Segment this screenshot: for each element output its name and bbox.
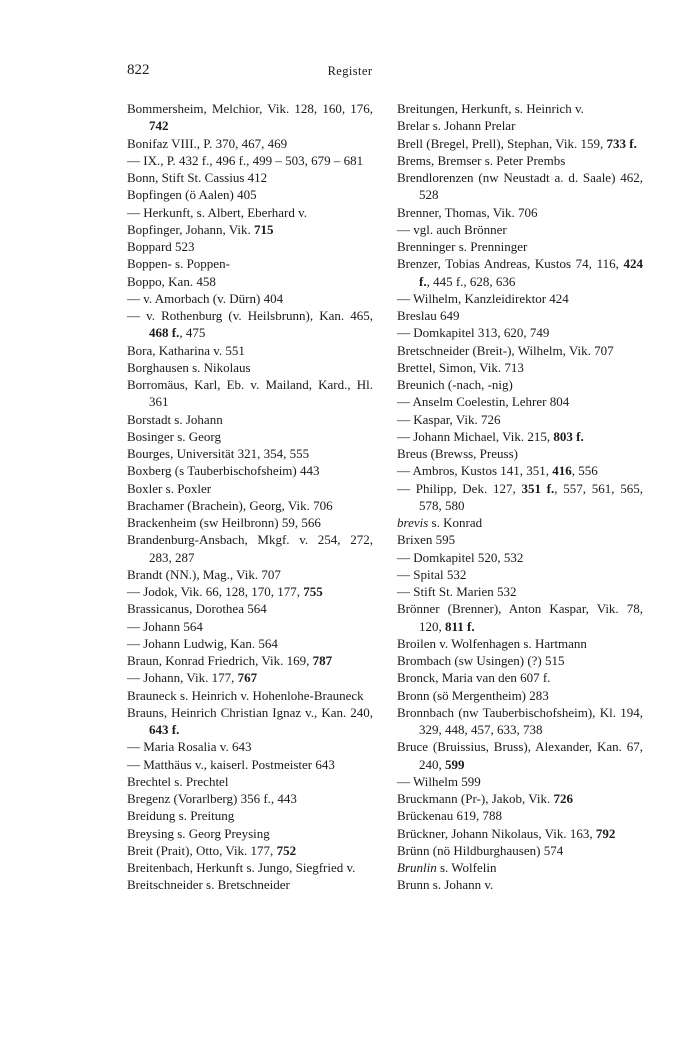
index-entry [397,135,643,152]
index-entry [397,859,643,876]
entry-bold-ref: 752 [276,842,297,858]
index-entry [127,876,373,893]
index-entry [397,255,643,290]
entry-text: — Johann Ludwig, Kan. 564 [127,635,278,651]
index-entry [397,117,643,134]
index-entry [127,204,373,221]
index-entry [127,238,373,255]
index-entry [397,876,643,893]
index-entry [397,204,643,221]
index-entry [397,531,643,548]
entry-text: Brenner, Thomas, Vik. 706 [397,204,538,220]
entry-text: — Johann, Vik. 177, [127,670,238,686]
index-entry [397,652,643,669]
entry-bold-ref: 715 [254,221,274,237]
index-entry [127,756,373,773]
index-entry [127,859,373,876]
entry-bold-ref: 803 f. [553,428,584,444]
entry-text: — IX., P. 432 f., 496 f., 499 – 503, 679 – 681 [127,152,364,168]
index-entry [397,600,643,635]
entry-text: Brauns, Heinrich Christian Ignaz v., Kan. 240, [127,704,373,720]
entry-text: Boxler s. Poxler [127,480,212,496]
entry-text: — Wilhelm 599 [397,773,481,789]
index-entry [127,428,373,445]
index-entry [127,669,373,686]
index-entry [127,566,373,583]
index-entry [127,152,373,169]
entry-text: — vgl. auch Brönner [397,221,507,237]
entry-text: Bretschneider (Breit-), Wilhelm, Vik. 707 [397,342,614,358]
entry-text: Bronck, Maria van den 607 f. [397,670,551,686]
entry-text: — Matthäus v., kaiserl. Postmeister 643 [127,756,335,772]
entry-text: Brunn s. Johann v. [397,877,494,893]
index-entry [397,807,643,824]
entry-text: Brückner, Johann Nikolaus, Vik. 163, [397,825,596,841]
entry-text: Boppard 523 [127,239,195,254]
entry-text: Breysing s. Georg Preysing [127,825,270,841]
entry-text: Boxberg (s Tauberbischofsheim) 443 [127,463,320,479]
entry-bold-ref: 755 [303,584,323,599]
entry-text: Bommersheim, Melchior, Vik. 128, 160, 176, [127,101,373,116]
entry-text: Brendlorenzen (nw Neustadt a. d. Saale) 462, 528 [397,170,643,203]
entry-text: Brückenau 619, 788 [397,808,503,824]
index-column-left [127,100,373,894]
index-entry [397,152,643,169]
entry-bold-ref: 726 [553,791,574,806]
index-entry [397,290,643,307]
index-entry [397,169,643,204]
entry-text: — Philipp, Dek. 127, [397,480,522,496]
index-entry [397,480,643,515]
index-entry [127,273,373,290]
entry-text: Bopfingen (ö Aalen) 405 [127,187,257,203]
index-entry [397,324,643,341]
entry-text: Boppen- s. Poppen- [127,256,230,272]
entry-italic-term: Brunlin [397,860,437,875]
entry-text: Brassicanus, Dorothea 564 [127,601,267,617]
index-entry [127,652,373,669]
entry-text: Brünn (nö Hildburghausen) 574 [397,842,564,858]
entry-text: Bonifaz VIII., P. 370, 467, 469 [127,135,288,151]
entry-text: Brackenheim (sw Heilbronn) 59, 566 [127,515,321,530]
index-entry [397,825,643,842]
entry-text: — Johann Michael, Vik. 215, [397,428,554,444]
index-entry [397,393,643,410]
entry-text: Bronn (sö Mergentheim) 283 [397,687,549,703]
index-entry [397,790,643,807]
entry-text: — Kaspar, Vik. 726 [397,411,501,427]
index-entry [397,428,643,445]
index-entry [127,169,373,186]
entry-text: Brechtel s. Prechtel [127,773,229,789]
index-entry [127,704,373,739]
index-entry [127,480,373,497]
entry-text: — Stift St. Marien 532 [397,584,517,599]
page-number: 822 [127,62,150,78]
index-entry [397,100,643,117]
entry-bold-ref: 733 f. [606,135,637,151]
entry-bold-ref: 643 f. [149,722,180,737]
entry-text: Bonn, Stift St. Cassius 412 [127,170,268,185]
index-entry [127,135,373,152]
entry-text: Brettel, Simon, Vik. 713 [397,359,524,375]
entry-text: Bruce (Bruissius, Bruss), Alexander, Kan. 67, 240, [397,739,643,772]
entry-text: — Ambros, Kustos 141, 351, [397,463,553,479]
entry-bold-ref: 416 [552,463,572,479]
index-entry [397,704,643,739]
index-entry [127,255,373,272]
index-entry [127,531,373,566]
index-entry [127,359,373,376]
entry-text: Breit (Prait), Otto, Vik. 177, [127,842,277,858]
entry-bold-ref: 792 [595,825,616,841]
index-entry [127,376,373,411]
entry-text: , 556 [571,463,598,479]
index-entry [397,445,643,462]
entry-text: Brandt (NN.), Mag., Vik. 707 [127,566,281,582]
index-entry [127,825,373,842]
entry-text: Breitschneider s. Bretschneider [127,877,290,893]
index-entry [397,307,643,324]
entry-text: — Spital 532 [397,566,467,582]
index-entry [127,842,373,859]
index-entry [397,411,643,428]
index-entry [127,462,373,479]
entry-bold-ref: 599 [445,756,465,772]
index-entry [127,514,373,531]
entry-text: — Anselm Coelestin, Lehrer 804 [397,394,570,410]
entry-text: Brönner (Brenner), Anton Kaspar, Vik. 78, 120, [397,601,643,634]
index-entry [127,790,373,807]
entry-bold-ref: 767 [237,670,258,686]
entry-text: — Johann 564 [127,618,203,634]
index-entry [397,566,643,583]
index-entry [397,738,643,773]
index-entry [127,600,373,617]
entry-text: — Domkapitel 313, 620, 749 [397,325,550,341]
index-entry [397,583,643,600]
index-entry [127,738,373,755]
entry-text: , 557, 561, 565, 578, 580 [419,480,643,513]
running-head: Register [327,64,373,78]
entry-text: — v. Amorbach (v. Dürn) 404 [127,290,284,306]
entry-text: Bronnbach (nw Tauberbischofsheim), Kl. 194, 329, 448, 457, 633, 738 [397,704,643,737]
entry-text: Breslau 649 [397,308,460,323]
entry-text: Bregenz (Vorarlberg) 356 f., 443 [127,791,297,806]
entry-text: Breitungen, Herkunft, s. Heinrich v. [397,101,584,116]
entry-text: Boppo, Kan. 458 [127,273,216,289]
entry-bold-ref: 787 [312,653,333,668]
entry-text: Brell (Bregel, Prell), Stephan, Vik. 159, [397,135,607,151]
entry-text: — Jodok, Vik. 66, 128, 170, 177, [127,584,304,599]
entry-text: Brems, Bremser s. Peter Prembs [397,152,566,168]
entry-text: Brixen 595 [397,532,456,548]
index-entry [127,307,373,342]
entry-text: — Domkapitel 520, 532 [397,549,524,565]
entry-text: Braun, Konrad Friedrich, Vik. 169, [127,653,313,668]
entry-text: Breus (Brewss, Preuss) [397,446,518,461]
entry-text: Brelar s. Johann Prelar [397,118,516,134]
entry-text: Brandenburg-Ansbach, Mkgf. v. 254, 272, 283, 287 [127,532,373,565]
index-entry [127,411,373,428]
entry-text: Brachamer (Brachein), Georg, Vik. 706 [127,497,333,513]
entry-text: Breunich (-nach, -nig) [397,377,513,392]
entry-text: Borghausen s. Nikolaus [127,359,251,375]
index-entry [397,514,643,531]
index-entry [397,669,643,686]
index-entry [127,618,373,635]
index-entry [127,497,373,514]
index-entry [397,376,643,393]
entry-text: Brenninger s. Prenninger [397,239,528,254]
index-entry [127,687,373,704]
entry-text: Bourges, Universität 321, 354, 555 [127,446,310,461]
index-entry [397,342,643,359]
entry-text: — Maria Rosalia v. 643 [127,739,252,755]
entry-text: Borstadt s. Johann [127,411,223,427]
index-entry [397,359,643,376]
index-entry [127,342,373,359]
index-entry [127,100,373,135]
entry-bold-ref: 742 [149,118,169,134]
index-entry [397,238,643,255]
entry-text: Bruckmann (Pr-), Jakob, Vik. [397,791,554,806]
entry-text: Bopfinger, Johann, Vik. [127,221,255,237]
entry-bold-ref: 351 f. [521,480,555,496]
entry-text: , 445 f., 628, 636 [426,273,516,289]
entry-text: Bora, Katharina v. 551 [127,342,245,358]
entry-italic-term: brevis [397,515,429,530]
index-entry [397,687,643,704]
entry-text: Broilen v. Wolfenhagen s. Hartmann [397,635,587,651]
index-entry [127,290,373,307]
index-entry [397,221,643,238]
entry-text: — Wilhelm, Kanzleidirektor 424 [397,290,569,306]
entry-bold-ref: 468 f. [149,325,180,341]
index-entry [127,583,373,600]
index-entry [397,462,643,479]
index-entry [127,221,373,238]
index-entry [127,773,373,790]
entry-text: Borromäus, Karl, Eb. v. Mailand, Kard., Hl. 361 [127,377,373,410]
entry-text: Breitenbach, Herkunft s. Jungo, Siegfried v. [127,860,356,875]
index-entry [397,549,643,566]
entry-text: Brauneck s. Heinrich v. Hohenlohe-Brauneck [127,687,364,703]
entry-text: , 475 [179,325,206,341]
index-entry [127,807,373,824]
entry-text: Brombach (sw Usingen) (?) 515 [397,653,565,668]
index-entry [397,635,643,652]
index-entry [397,773,643,790]
index-entry [127,445,373,462]
index-column-right [397,100,643,894]
entry-text: s. Konrad [428,515,483,530]
entry-text: Bosinger s. Georg [127,428,222,444]
entry-text: s. Wolfelin [436,860,497,875]
entry-text: — v. Rothenburg (v. Heilsbrunn), Kan. 465, [127,308,373,323]
index-entry [127,186,373,203]
entry-bold-ref: 811 f. [445,618,475,634]
index-entry [397,842,643,859]
entry-bold-ref: 424 f. [419,256,643,289]
index-entry [127,635,373,652]
entry-text: — Herkunft, s. Albert, Eberhard v. [127,204,308,220]
entry-text: Breidung s. Preitung [127,808,235,824]
entry-text: Brenzer, Tobias Andreas, Kustos 74, 116, [397,256,624,272]
